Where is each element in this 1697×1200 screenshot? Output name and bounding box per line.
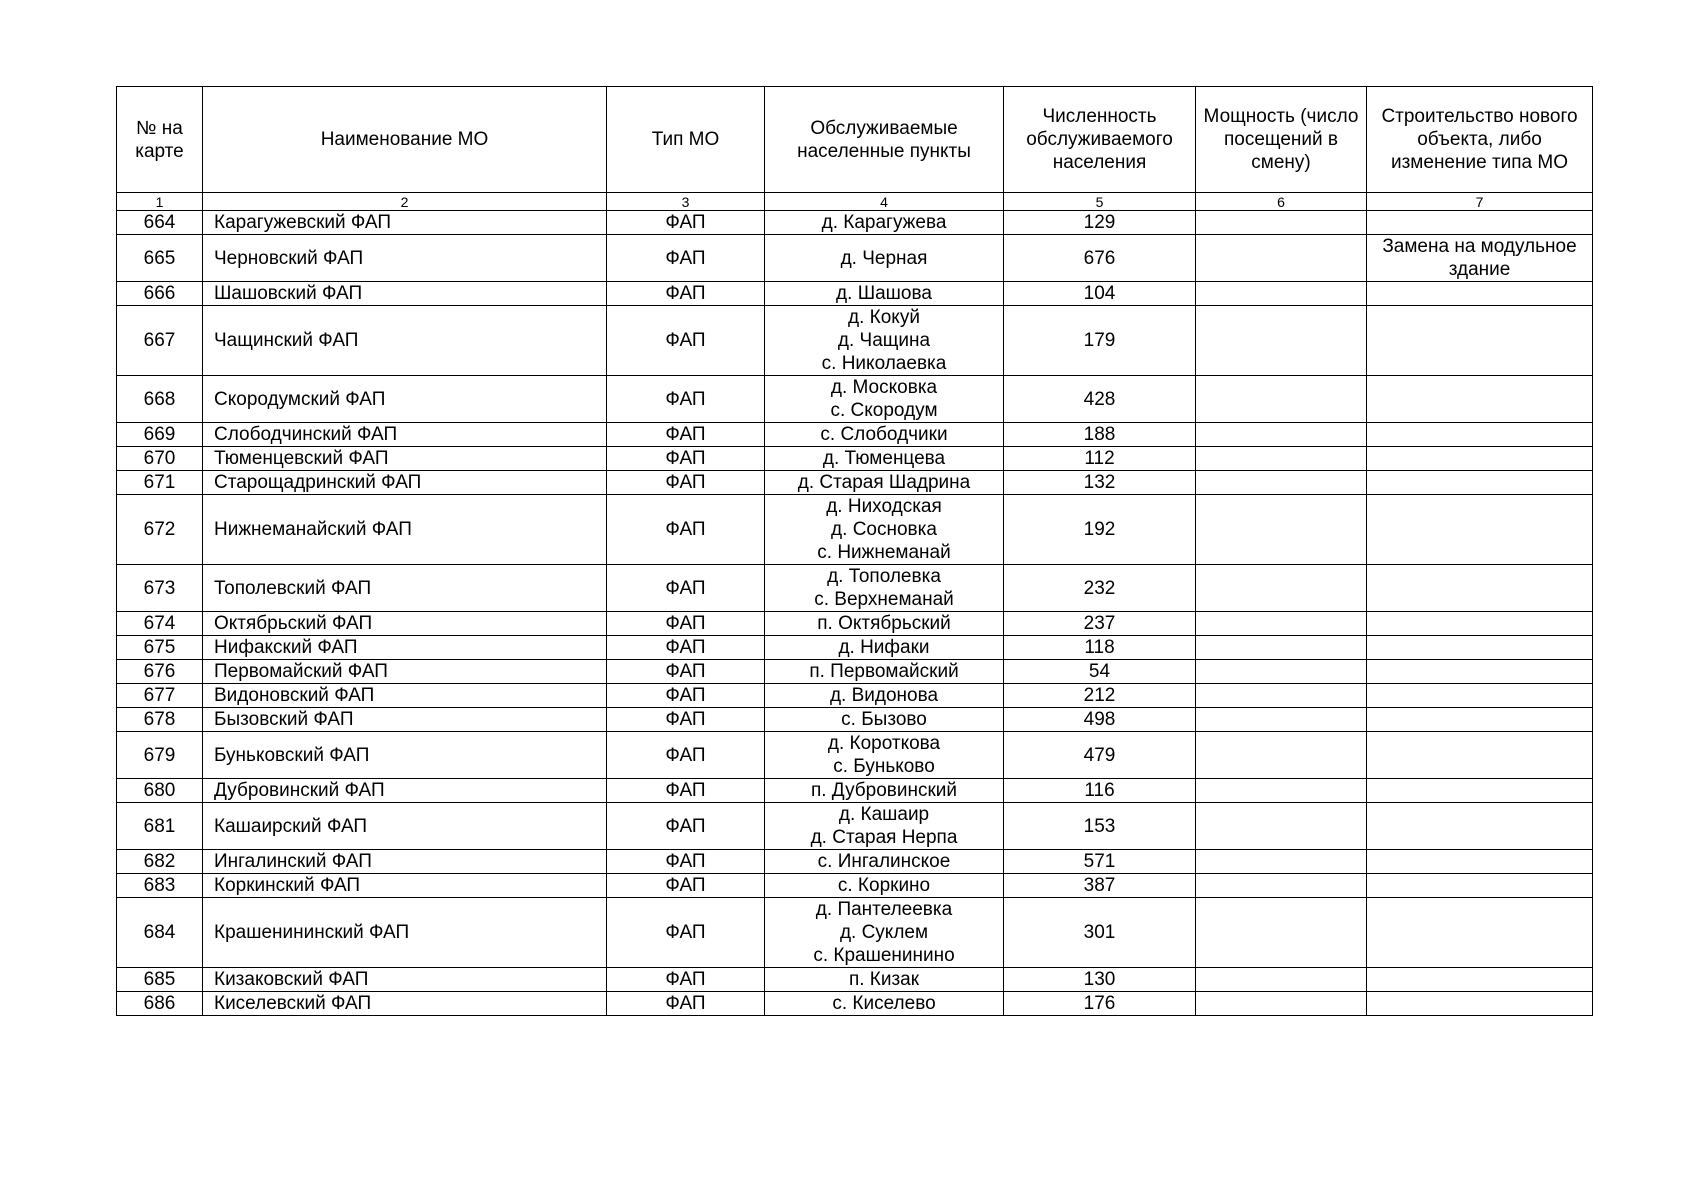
row-construction (1367, 708, 1593, 732)
row-construction (1367, 732, 1593, 779)
settlement-name: д. Короткова (827, 733, 941, 754)
row-construction (1367, 495, 1593, 565)
settlement-name: п. Первомайский (809, 661, 959, 682)
row-map-number: 666 (117, 282, 203, 306)
row-capacity (1196, 235, 1367, 282)
row-map-number: 669 (117, 423, 203, 447)
row-population: 232 (1004, 565, 1196, 612)
row-capacity (1196, 376, 1367, 423)
column-number: 5 (1004, 193, 1196, 211)
settlement-name: с. Бызово (841, 709, 927, 730)
row-name: Киселевский ФАП (203, 992, 607, 1016)
row-settlements (765, 636, 1004, 660)
settlement-name: д. Шашова (836, 283, 932, 304)
row-population: 188 (1004, 423, 1196, 447)
row-construction (1367, 968, 1593, 992)
row-population: 104 (1004, 282, 1196, 306)
settlement-name: д. Пантелеевка (815, 899, 953, 920)
row-settlements (765, 447, 1004, 471)
header-construction: Строительство нового объекта, либо изменение типа МО (1367, 87, 1593, 193)
row-name: Тополевский ФАП (203, 565, 607, 612)
table-row (117, 447, 1593, 471)
row-construction (1367, 874, 1593, 898)
row-settlements (765, 732, 1004, 779)
table-row (117, 708, 1593, 732)
row-construction (1367, 471, 1593, 495)
column-number-row (117, 193, 1593, 211)
row-name: Шашовский ФАП (203, 282, 607, 306)
row-capacity (1196, 423, 1367, 447)
settlement-name: п. Октябрьский (817, 613, 951, 634)
settlement-name: д. Видонова (829, 685, 939, 706)
row-map-number: 675 (117, 636, 203, 660)
row-capacity (1196, 660, 1367, 684)
row-name: Видоновский ФАП (203, 684, 607, 708)
table-row (117, 874, 1593, 898)
table-row (117, 235, 1593, 282)
row-type: ФАП (607, 235, 765, 282)
row-capacity (1196, 306, 1367, 376)
row-population: 676 (1004, 235, 1196, 282)
row-name: Октябрьский ФАП (203, 612, 607, 636)
row-name: Нижнеманайский ФАП (203, 495, 607, 565)
row-settlements (765, 282, 1004, 306)
row-type: ФАП (607, 684, 765, 708)
column-number: 6 (1196, 193, 1367, 211)
row-settlements (765, 708, 1004, 732)
table-row (117, 992, 1593, 1016)
row-type: ФАП (607, 636, 765, 660)
row-settlements (765, 874, 1004, 898)
row-settlements (765, 968, 1004, 992)
row-population: 571 (1004, 850, 1196, 874)
row-name: Коркинский ФАП (203, 874, 607, 898)
settlement-name: с. Верхнеманай (814, 589, 954, 610)
row-construction (1367, 803, 1593, 850)
row-capacity (1196, 898, 1367, 968)
row-capacity (1196, 282, 1367, 306)
settlement-name: д. Суклем (839, 922, 929, 943)
row-construction (1367, 612, 1593, 636)
row-construction (1367, 779, 1593, 803)
header-settlements: Обслуживаемые населенные пункты (765, 87, 1004, 193)
row-type: ФАП (607, 898, 765, 968)
row-settlements (765, 306, 1004, 376)
column-number: 4 (765, 193, 1004, 211)
row-map-number: 682 (117, 850, 203, 874)
row-type: ФАП (607, 565, 765, 612)
row-capacity (1196, 874, 1367, 898)
row-construction (1367, 850, 1593, 874)
row-population: 479 (1004, 732, 1196, 779)
settlement-name: с. Крашенинино (813, 945, 955, 966)
settlement-name: п. Кизак (848, 969, 920, 990)
table-row (117, 423, 1593, 447)
row-construction (1367, 636, 1593, 660)
row-type: ФАП (607, 612, 765, 636)
table-row (117, 779, 1593, 803)
settlement-name: с. Слободчики (820, 424, 948, 445)
row-population: 387 (1004, 874, 1196, 898)
row-capacity (1196, 684, 1367, 708)
row-construction (1367, 565, 1593, 612)
row-settlements (765, 565, 1004, 612)
row-name: Карагужевский ФАП (203, 211, 607, 235)
row-population: 428 (1004, 376, 1196, 423)
row-capacity (1196, 471, 1367, 495)
settlement-name: д. Старая Нерпа (810, 827, 958, 848)
row-type: ФАП (607, 447, 765, 471)
row-population: 118 (1004, 636, 1196, 660)
row-construction (1367, 898, 1593, 968)
row-capacity (1196, 968, 1367, 992)
row-name: Черновский ФАП (203, 235, 607, 282)
row-name: Скородумский ФАП (203, 376, 607, 423)
row-settlements (765, 612, 1004, 636)
row-capacity (1196, 612, 1367, 636)
row-construction (1367, 992, 1593, 1016)
row-capacity (1196, 779, 1367, 803)
row-capacity (1196, 732, 1367, 779)
settlement-name: с. Николаевка (821, 353, 947, 374)
table-row (117, 565, 1593, 612)
row-map-number: 677 (117, 684, 203, 708)
row-construction (1367, 306, 1593, 376)
row-name: Дубровинский ФАП (203, 779, 607, 803)
row-type: ФАП (607, 471, 765, 495)
row-name: Первомайский ФАП (203, 660, 607, 684)
row-type: ФАП (607, 732, 765, 779)
settlement-name: д. Нифаки (838, 637, 930, 658)
table-row (117, 660, 1593, 684)
table-row (117, 376, 1593, 423)
row-map-number: 678 (117, 708, 203, 732)
settlement-name: д. Кокуй (848, 307, 920, 328)
row-capacity (1196, 850, 1367, 874)
row-settlements (765, 779, 1004, 803)
column-number: 3 (607, 193, 765, 211)
row-construction (1367, 423, 1593, 447)
settlement-name: с. Скородум (830, 400, 938, 421)
row-population: 212 (1004, 684, 1196, 708)
table-row (117, 850, 1593, 874)
row-population: 498 (1004, 708, 1196, 732)
row-type: ФАП (607, 376, 765, 423)
settlement-name: д. Чащина (837, 330, 931, 351)
row-map-number: 667 (117, 306, 203, 376)
row-population: 301 (1004, 898, 1196, 968)
row-population: 129 (1004, 211, 1196, 235)
row-settlements (765, 471, 1004, 495)
row-capacity (1196, 495, 1367, 565)
settlement-name: д. Ниходская (826, 496, 942, 517)
settlement-name: с. Ингалинское (817, 851, 951, 872)
row-settlements (765, 850, 1004, 874)
header-population: Численность обслуживаемого населения (1004, 87, 1196, 193)
row-type: ФАП (607, 850, 765, 874)
row-name: Чащинский ФАП (203, 306, 607, 376)
row-settlements (765, 803, 1004, 850)
settlement-name: д. Московка (830, 377, 938, 398)
row-settlements (765, 235, 1004, 282)
row-capacity (1196, 636, 1367, 660)
row-capacity (1196, 708, 1367, 732)
row-capacity (1196, 565, 1367, 612)
settlement-name: д. Сосновка (831, 519, 937, 540)
row-capacity (1196, 803, 1367, 850)
row-map-number: 668 (117, 376, 203, 423)
table-row (117, 968, 1593, 992)
settlement-name: с. Буньково (833, 756, 935, 777)
row-map-number: 670 (117, 447, 203, 471)
row-population: 153 (1004, 803, 1196, 850)
row-type: ФАП (607, 708, 765, 732)
row-map-number: 681 (117, 803, 203, 850)
row-type: ФАП (607, 211, 765, 235)
header-row (117, 87, 1593, 193)
row-capacity (1196, 211, 1367, 235)
row-capacity (1196, 447, 1367, 471)
row-type: ФАП (607, 660, 765, 684)
row-name: Старощадринский ФАП (203, 471, 607, 495)
row-type: ФАП (607, 282, 765, 306)
table-body (117, 211, 1593, 1016)
row-settlements (765, 495, 1004, 565)
row-map-number: 679 (117, 732, 203, 779)
row-population: 116 (1004, 779, 1196, 803)
header-map-number: № на карте (117, 87, 203, 193)
table-row (117, 898, 1593, 968)
row-type: ФАП (607, 779, 765, 803)
settlement-name: д. Кашаир (838, 804, 930, 825)
row-map-number: 671 (117, 471, 203, 495)
row-population: 130 (1004, 968, 1196, 992)
row-name: Нифакский ФАП (203, 636, 607, 660)
row-name: Слободчинский ФАП (203, 423, 607, 447)
table-row (117, 495, 1593, 565)
settlement-name: п. Дубровинский (810, 780, 958, 801)
row-settlements (765, 992, 1004, 1016)
settlement-name: с. Киселево (832, 993, 936, 1014)
facilities-table (116, 86, 1593, 1016)
row-settlements (765, 211, 1004, 235)
row-map-number: 664 (117, 211, 203, 235)
row-name: Буньковский ФАП (203, 732, 607, 779)
row-map-number: 674 (117, 612, 203, 636)
settlement-name: с. Нижнеманай (817, 542, 951, 563)
row-map-number: 673 (117, 565, 203, 612)
settlement-name: д. Тополевка (827, 566, 941, 587)
table-row (117, 306, 1593, 376)
row-construction (1367, 282, 1593, 306)
header-type: Тип МО (607, 87, 765, 193)
row-construction (1367, 447, 1593, 471)
row-name: Кизаковский ФАП (203, 968, 607, 992)
row-population: 132 (1004, 471, 1196, 495)
row-settlements (765, 660, 1004, 684)
table-row (117, 803, 1593, 850)
table-row (117, 471, 1593, 495)
row-construction (1367, 211, 1593, 235)
row-construction (1367, 660, 1593, 684)
row-map-number: 665 (117, 235, 203, 282)
row-name: Кашаирский ФАП (203, 803, 607, 850)
column-number: 1 (117, 193, 203, 211)
row-name: Ингалинский ФАП (203, 850, 607, 874)
row-settlements (765, 898, 1004, 968)
row-population: 176 (1004, 992, 1196, 1016)
row-name: Бызовский ФАП (203, 708, 607, 732)
row-type: ФАП (607, 968, 765, 992)
table-row (117, 211, 1593, 235)
row-type: ФАП (607, 874, 765, 898)
table-row (117, 732, 1593, 779)
row-map-number: 680 (117, 779, 203, 803)
column-number: 7 (1367, 193, 1593, 211)
row-type: ФАП (607, 992, 765, 1016)
row-name: Крашенининский ФАП (203, 898, 607, 968)
header-name: Наименование МО (203, 87, 607, 193)
row-population: 192 (1004, 495, 1196, 565)
table-row (117, 612, 1593, 636)
settlement-name: д. Тюменцева (822, 448, 946, 469)
row-settlements (765, 684, 1004, 708)
settlement-name: с. Коркино (837, 875, 931, 896)
column-number: 2 (203, 193, 607, 211)
row-type: ФАП (607, 803, 765, 850)
row-type: ФАП (607, 495, 765, 565)
table-row (117, 636, 1593, 660)
row-population: 112 (1004, 447, 1196, 471)
settlement-name: д. Старая Шадрина (797, 472, 971, 493)
settlement-name: д. Карагужева (821, 212, 947, 233)
row-map-number: 672 (117, 495, 203, 565)
row-settlements (765, 376, 1004, 423)
row-map-number: 685 (117, 968, 203, 992)
table-row (117, 684, 1593, 708)
row-type: ФАП (607, 423, 765, 447)
row-construction (1367, 684, 1593, 708)
row-map-number: 676 (117, 660, 203, 684)
row-capacity (1196, 992, 1367, 1016)
header-capacity: Мощность (число посещений в смену) (1196, 87, 1367, 193)
row-construction (1367, 376, 1593, 423)
row-type: ФАП (607, 306, 765, 376)
row-construction: Замена на модульное здание (1367, 235, 1593, 282)
row-map-number: 683 (117, 874, 203, 898)
row-map-number: 684 (117, 898, 203, 968)
row-population: 237 (1004, 612, 1196, 636)
row-map-number: 686 (117, 992, 203, 1016)
row-population: 54 (1004, 660, 1196, 684)
settlement-name: д. Черная (840, 247, 928, 269)
row-population: 179 (1004, 306, 1196, 376)
row-name: Тюменцевский ФАП (203, 447, 607, 471)
row-settlements (765, 423, 1004, 447)
table-row (117, 282, 1593, 306)
